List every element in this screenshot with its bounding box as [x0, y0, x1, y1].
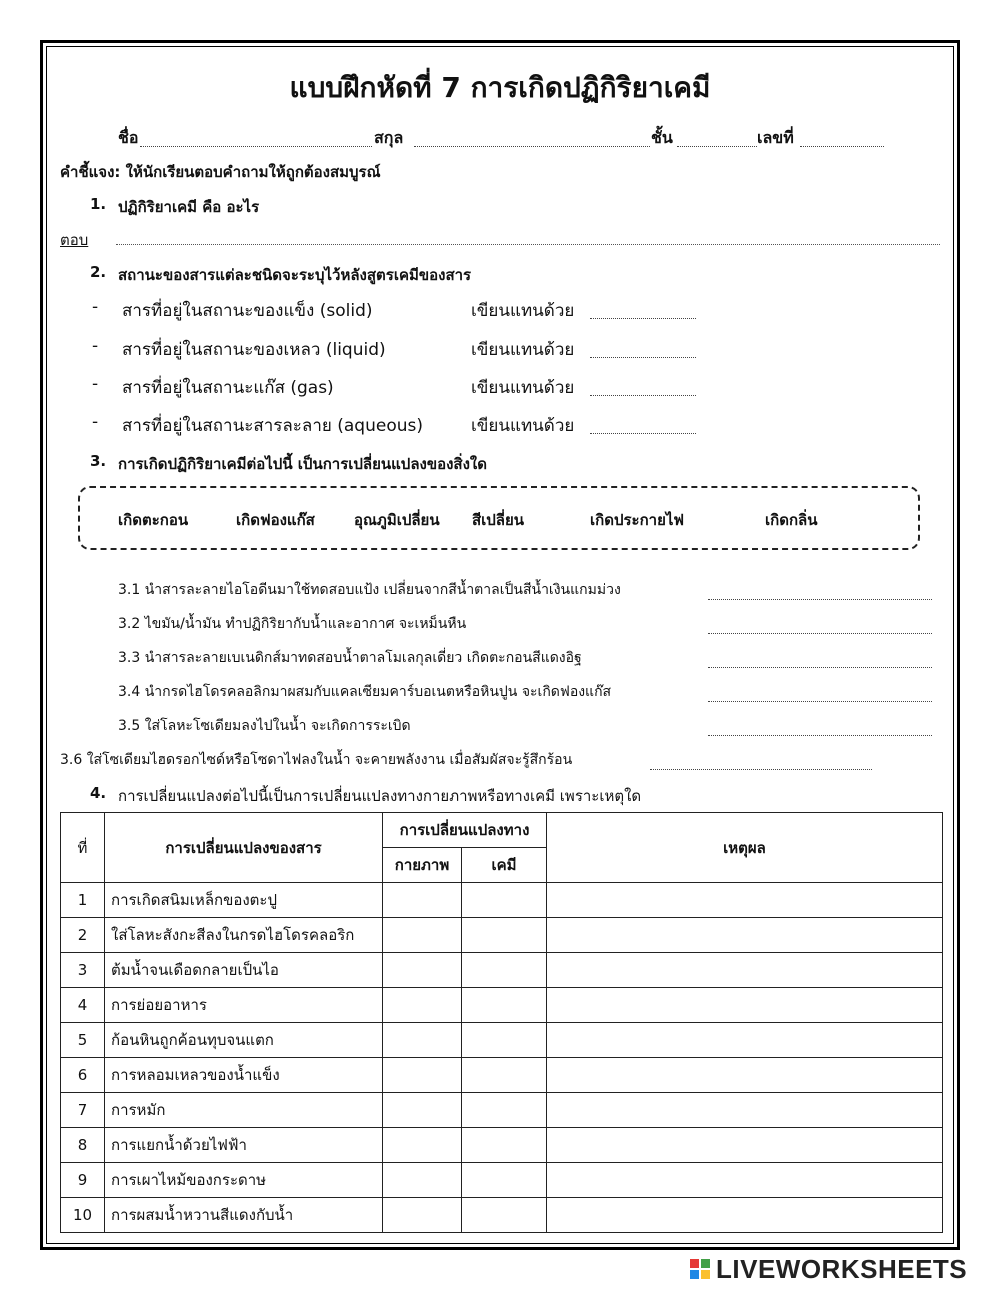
liveworksheets-logo-text: LIVEWORKSHEETS [716, 1254, 968, 1284]
table-row [61, 1163, 943, 1198]
q1-number: 1. [90, 195, 107, 213]
table-row [61, 1023, 943, 1058]
row-change: การแยกน้ำด้วยไฟฟ้า [105, 1128, 383, 1163]
q2-number: 2. [90, 263, 107, 281]
row-change: ต้มน้ำจนเดือดกลายเป็นไอ [105, 953, 383, 988]
table-row [61, 1128, 943, 1163]
row-number: 4 [61, 988, 105, 1023]
q3-item: 3.5 ใส่โลหะโซเดียมลงไปในน้ำ จะเกิดการระเบิด [118, 718, 411, 734]
option-spark[interactable]: เกิดประกายไฟ [590, 511, 685, 529]
table-row [61, 1093, 943, 1128]
reason-cell[interactable] [547, 988, 943, 1023]
name-input[interactable] [140, 128, 372, 147]
row-number: 9 [61, 1163, 105, 1198]
q2-gas-input[interactable] [590, 377, 696, 396]
row-change: การย่อยอาหาร [105, 988, 383, 1023]
chemical-cell[interactable] [462, 918, 547, 953]
q3-item: 3.4 นำกรดไฮโดรคลอลิกมาผสมกับแคลเซียมคาร์บอเนตหรือหินปูน จะเกิดฟองแก๊ส [118, 684, 612, 700]
q1-answer-label: ตอบ [60, 231, 89, 249]
physical-cell[interactable] [383, 953, 462, 988]
reason-cell[interactable] [547, 883, 943, 918]
q3-item: 3.2 ไขมัน/น้ำมัน ทำปฏิกิริยากับน้ำและอากาศ จะเหม็นหืน [118, 616, 467, 632]
surname-label: สกุล [374, 128, 404, 147]
q3-item: 3.3 นำสารละลายเบเนดิกส์มาทดสอบน้ำตาลโมเลกุลเดี่ยว เกิดตะกอนสีแดงอิฐ [118, 650, 582, 666]
chemical-cell[interactable] [462, 1198, 547, 1233]
table-row [61, 1198, 943, 1233]
liveworksheets-logo-icon [690, 1259, 712, 1281]
q2-dash: - [92, 336, 99, 356]
q2-written-as: เขียนแทนด้วย [471, 416, 575, 436]
row-number: 8 [61, 1128, 105, 1163]
q2-dash: - [92, 297, 99, 317]
chemical-cell[interactable] [462, 1128, 547, 1163]
table-row [61, 988, 943, 1023]
row-number: 3 [61, 953, 105, 988]
q2-state-aqueous: สารที่อยู่ในสถานะสารละลาย (aqueous) [122, 416, 423, 436]
chemical-cell[interactable] [462, 988, 547, 1023]
chemical-cell[interactable] [462, 1163, 547, 1198]
header-reason: เหตุผล [547, 813, 943, 883]
q3-2-input[interactable] [708, 615, 932, 634]
header-type: การเปลี่ยนแปลงทาง [383, 813, 547, 848]
reason-cell[interactable] [547, 1058, 943, 1093]
header-physical: กายภาพ [383, 848, 462, 883]
reason-cell[interactable] [547, 953, 943, 988]
physical-cell[interactable] [383, 1128, 462, 1163]
row-number: 10 [61, 1198, 105, 1233]
table-row [61, 953, 943, 988]
option-gas-bubbles[interactable]: เกิดฟองแก๊ส [236, 511, 315, 529]
row-number: 5 [61, 1023, 105, 1058]
physical-cell[interactable] [383, 1093, 462, 1128]
chemical-cell[interactable] [462, 953, 547, 988]
chemical-cell[interactable] [462, 1058, 547, 1093]
q3-text: การเกิดปฏิกิริยาเคมีต่อไปนี้ เป็นการเปลี่ยนแปลงของสิ่งใด [118, 455, 487, 473]
q2-aqueous-input[interactable] [590, 415, 696, 434]
row-change: ก้อนหินถูกค้อนทุบจนแตก [105, 1023, 383, 1058]
q3-item: 3.6 ใส่โซเดียมไฮดรอกไซด์หรือโซดาไฟลงในน้ำ จะคายพลังงาน เมื่อสัมผัสจะรู้สึกร้อน [60, 752, 573, 768]
q3-6-input[interactable] [650, 751, 872, 770]
row-number: 1 [61, 883, 105, 918]
q2-text: สถานะของสารแต่ละชนิดจะระบุไว้หลังสูตรเคมีของสาร [118, 266, 472, 284]
table-row [61, 1058, 943, 1093]
class-input[interactable] [677, 128, 757, 147]
reason-cell[interactable] [547, 1163, 943, 1198]
physical-cell[interactable] [383, 883, 462, 918]
q3-4-input[interactable] [708, 683, 932, 702]
worksheet-title: แบบฝึกหัดที่ 7 การเกิดปฏิกิริยาเคมี [289, 71, 711, 104]
row-number: 2 [61, 918, 105, 953]
q2-written-as: เขียนแทนด้วย [471, 340, 575, 360]
physical-cell[interactable] [383, 988, 462, 1023]
reason-cell[interactable] [547, 918, 943, 953]
chemical-cell[interactable] [462, 1093, 547, 1128]
table-row [61, 883, 943, 918]
instructions: คำชี้แจง: ให้นักเรียนตอบคำถามให้ถูกต้องสมบูรณ์ [60, 163, 381, 181]
q4-text: การเปลี่ยนแปลงต่อไปนี้เป็นการเปลี่ยนแปลงทางกายภาพหรือทางเคมี เพราะเหตุใด [118, 787, 642, 805]
option-precipitate[interactable]: เกิดตะกอน [118, 511, 189, 529]
q1-text: ปฏิกิริยาเคมี คือ อะไร [118, 198, 260, 216]
q3-item: 3.1 นำสารละลายไอโอดีนมาใช้ทดสอบแป้ง เปลี่ยนจากสีน้ำตาลเป็นสีน้ำเงินแกมม่วง [118, 582, 621, 598]
reason-cell[interactable] [547, 1128, 943, 1163]
number-input[interactable] [800, 128, 884, 147]
q2-state-liquid: สารที่อยู่ในสถานะของเหลว (liquid) [122, 340, 386, 360]
header-chemical: เคมี [462, 848, 547, 883]
chemical-cell[interactable] [462, 883, 547, 918]
q2-state-solid: สารที่อยู่ในสถานะของแข็ง (solid) [122, 301, 373, 321]
option-temperature-change[interactable]: อุณภูมิเปลี่ยน [354, 511, 440, 529]
name-label: ชื่อ [118, 128, 139, 147]
q2-state-gas: สารที่อยู่ในสถานะแก๊ส (gas) [122, 378, 334, 398]
class-label: ชั้น [651, 128, 673, 147]
physical-cell[interactable] [383, 918, 462, 953]
row-change: การผสมน้ำหวานสีแดงกับน้ำ [105, 1198, 383, 1233]
row-change: การหลอมเหลวของน้ำแข็ง [105, 1058, 383, 1093]
q2-written-as: เขียนแทนด้วย [471, 301, 575, 321]
surname-input[interactable] [414, 128, 650, 147]
reason-cell[interactable] [547, 1023, 943, 1058]
q2-written-as: เขียนแทนด้วย [471, 378, 575, 398]
q2-solid-input[interactable] [590, 300, 696, 319]
row-change: การเกิดสนิมเหล็กของตะปู [105, 883, 383, 918]
table-row [61, 918, 943, 953]
q3-1-input[interactable] [708, 581, 932, 600]
liveworksheets-logo[interactable] [690, 1254, 967, 1285]
reason-cell[interactable] [547, 1093, 943, 1128]
q2-liquid-input[interactable] [590, 339, 696, 358]
physical-cell[interactable] [383, 1163, 462, 1198]
header-change: การเปลี่ยนแปลงของสาร [105, 813, 383, 883]
q3-number: 3. [90, 452, 107, 470]
physical-cell[interactable] [383, 1058, 462, 1093]
row-change: การเผาไหม้ของกระดาษ [105, 1163, 383, 1198]
row-number: 7 [61, 1093, 105, 1128]
q4-number: 4. [90, 784, 107, 802]
row-number: 6 [61, 1058, 105, 1093]
q3-3-input[interactable] [708, 649, 932, 668]
q2-dash: - [92, 374, 99, 394]
chemical-cell[interactable] [462, 1023, 547, 1058]
row-change: ใส่โลหะสังกะสีลงในกรดไฮโดรคลอริก [105, 918, 383, 953]
header-no: ที่ [61, 813, 105, 883]
physical-cell[interactable] [383, 1198, 462, 1233]
physical-cell[interactable] [383, 1023, 462, 1058]
changes-table [60, 812, 943, 1233]
q3-5-input[interactable] [708, 717, 932, 736]
row-change: การหมัก [105, 1093, 383, 1128]
q2-dash: - [92, 412, 99, 432]
q1-answer-input[interactable] [116, 226, 940, 245]
option-smell[interactable]: เกิดกลิ่น [765, 511, 818, 529]
reason-cell[interactable] [547, 1198, 943, 1233]
number-label: เลขที่ [757, 128, 794, 147]
option-color-change[interactable]: สีเปลี่ยน [472, 511, 525, 529]
